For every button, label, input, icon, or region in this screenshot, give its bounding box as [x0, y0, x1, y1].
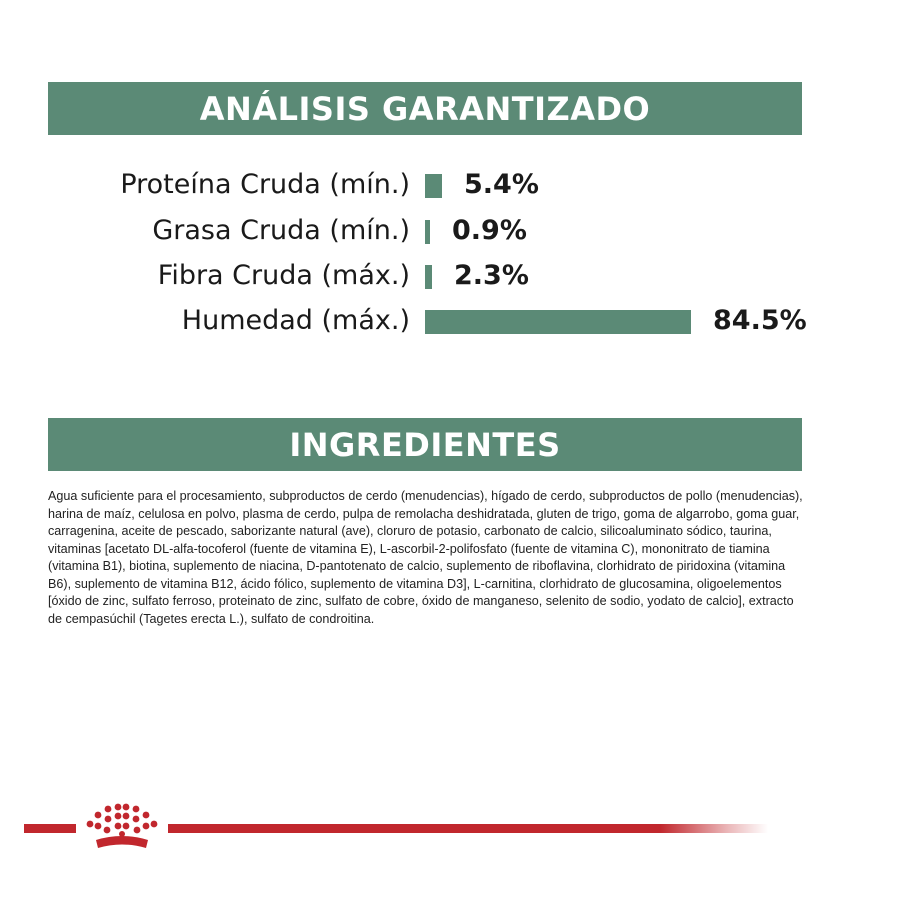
ingredients-text: Agua suficiente para el procesamiento, subproductos de cerdo (menudencias), hígado de cerdo, subproductos de pollo (menudencias), harina de maíz, celulosa en polvo, plasma de cerdo, pulpa de remolacha deshidratada, gluten de trigo, goma de algarrobo, goma guar, carragenina, aceite de pescado, saborizante natural (ave), cloruro de potasio, carbonato de calcio, silicoaluminato sódico, taurina, vitaminas [acetato DL-alfa-tocoferol (fuente de vitamina E), L-ascorbil-2-polifosfato (fuente de vitamina C), mononitrato de tiamina (vitamina B1), biotina, suplemento de niacina, D-pantotenato de calcio, suplemento de riboflavina, clorhidrato de piridoxina (vitamina B6), suplemento de vitamina B12, ácido fólico, suplemento de vitamina D3], L-carnitina, clorhidrato de glucosamina, oligoelementos [óxido de zinc, sulfato ferroso, proteinato de zinc, sulfato de cobre, óxido de manganeso, selenito de sodio, yodato de calcio], extracto de cempasúchil (Tagetes erecta L.), sulfato de condroitina.: [48, 489, 803, 626]
nutrient-label: Grasa Cruda (mín.): [152, 215, 410, 246]
ingredients-title: INGREDIENTES: [289, 426, 561, 464]
footer-line-right: [168, 824, 768, 833]
nutrient-label: Proteína Cruda (mín.): [120, 169, 410, 200]
nutrient-label: Humedad (máx.): [181, 305, 410, 336]
nutrient-bar: [425, 220, 430, 244]
nutrient-row-protein: [0, 165, 922, 205]
analysis-banner: [48, 82, 802, 135]
nutrient-value: 0.9%: [452, 215, 527, 246]
nutrient-label: Fibra Cruda (máx.): [157, 260, 410, 291]
nutrient-value: 84.5%: [713, 305, 807, 336]
ingredients-banner: [48, 418, 802, 471]
analysis-title: ANÁLISIS GARANTIZADO: [199, 90, 651, 128]
nutrient-value: 2.3%: [454, 260, 529, 291]
nutrient-bar: [425, 174, 442, 198]
crown-icon: [80, 802, 164, 854]
nutrient-row-fat: [0, 211, 922, 251]
nutrient-row-fiber: [0, 256, 922, 296]
nutrient-bar: [425, 310, 691, 334]
nutrient-value: 5.4%: [464, 169, 539, 200]
nutrient-row-moisture: [0, 301, 922, 341]
nutrient-bar: [425, 265, 432, 289]
footer-line-left: [24, 824, 76, 833]
